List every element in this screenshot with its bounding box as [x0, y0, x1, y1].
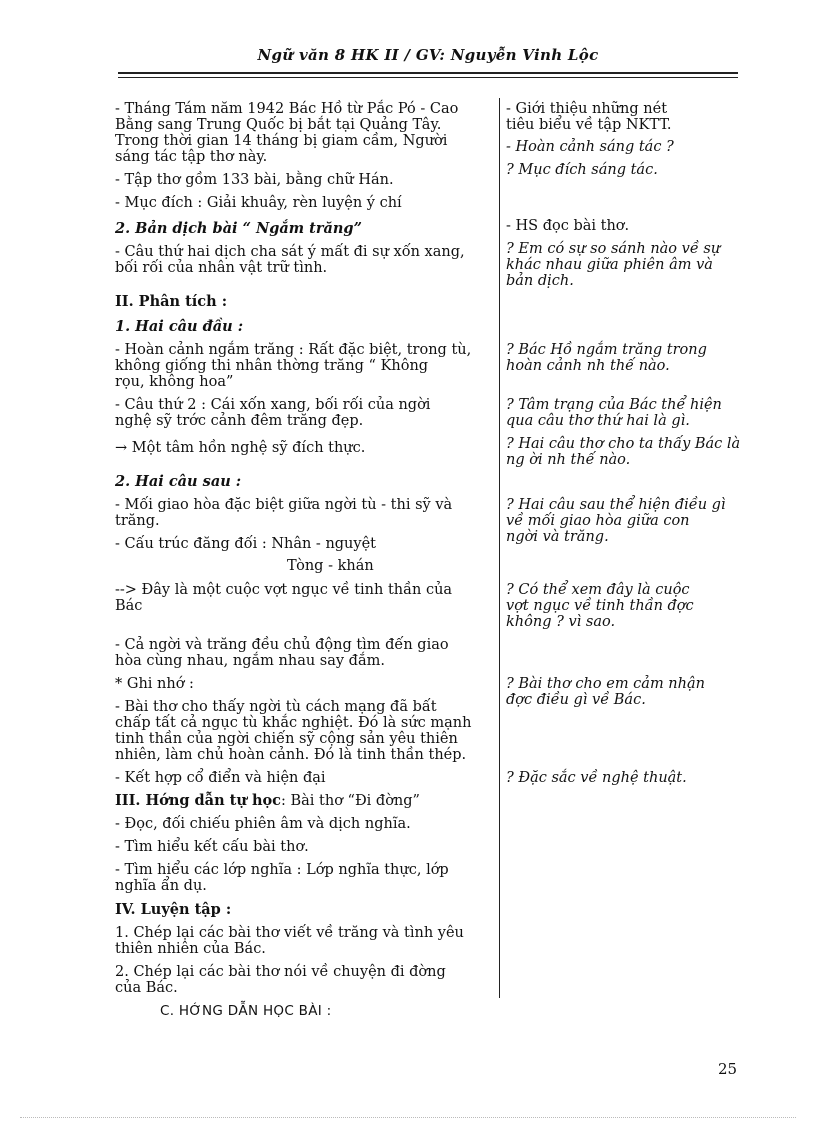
content-line: Bác — [115, 598, 143, 614]
content-line: không giống thi nhân thờng trăng “ Không — [115, 358, 429, 374]
section-heading-line — [115, 793, 420, 809]
content-line: - Kết hợp cổ điển và hiện đại — [115, 770, 326, 786]
content-line: sáng tác tập thơ này. — [115, 149, 268, 165]
content-line: - Tập thơ gồm 133 bài, bằng chữ Hán. — [115, 172, 394, 188]
question-line: hoàn cảnh nh thế nào. — [506, 358, 670, 374]
content-line: 2. Chép lại các bài thơ nói về chuyện đi đờng — [115, 964, 446, 980]
page-header: Ngữ văn 8 HK II / GV: Nguyễn Vinh Lộc — [257, 46, 599, 64]
content-line: tinh thần của ngời chiến sỹ cộng sản yêu thiên — [115, 731, 458, 747]
content-line: --> Đây là một cuộc vợt ngục về tinh thần của — [115, 582, 453, 598]
question-line: ? Bài thơ cho em cảm nhận — [506, 676, 705, 692]
header-rule-thin — [118, 77, 738, 78]
content-text: : Bài thơ “Đi đờng” — [281, 793, 420, 809]
activity-line: - HS đọc bài thơ. — [506, 218, 630, 234]
question-line: ? Mục đích sáng tác. — [506, 162, 658, 178]
question-line: về mối giao hòa giữa con — [506, 513, 690, 529]
question-line: bản dịch. — [506, 273, 574, 289]
content-line: - Tìm hiểu kết cấu bài thơ. — [115, 839, 309, 855]
subsection-heading: 1. Hai câu đầu : — [115, 318, 244, 335]
content-line: 1. Chép lại các bài thơ viết về trăng và tình yêu — [115, 925, 464, 941]
content-line: Bằng sang Trung Quốc bị bắt tại Quảng Tây. — [115, 117, 442, 133]
question-line: ng ời nh thế nào. — [506, 452, 631, 468]
content-line: - Câu thứ 2 : Cái xốn xang, bối rối của ngời — [115, 397, 431, 413]
content-line: trăng. — [115, 513, 160, 529]
content-line: chấp tất cả ngục tù khắc nghiệt. Đó là sức mạnh — [115, 715, 472, 731]
section-c-heading: C. HỚNG DẪN HỌC BÀI : — [160, 1003, 332, 1019]
content-line: hòa cùng nhau, ngắm nhau say đắm. — [115, 653, 385, 669]
content-line: của Bác. — [115, 980, 178, 996]
content-line: bối rối của nhân vật trữ tình. — [115, 260, 328, 276]
question-line: - Hoàn cảnh sáng tác ? — [506, 139, 674, 155]
section-heading: III. Hớng dẫn tự học — [115, 792, 281, 809]
content-line: - Tháng Tám năm 1942 Bác Hồ từ Pắc Pó - Cao — [115, 101, 459, 117]
question-line: ? Hai câu thơ cho ta thấy Bác là — [506, 436, 741, 452]
content-line: Trong thời gian 14 tháng bị giam cầm, Người — [115, 133, 448, 149]
subsection-heading: 2. Hai câu sau : — [115, 473, 242, 490]
content-line: rọu, không hoa” — [115, 374, 234, 390]
content-line: - Mối giao hòa đặc biệt giữa ngời tù - thi sỹ và — [115, 497, 453, 513]
question-line: ? Bác Hồ ngắm trăng trong — [506, 342, 707, 358]
content-line: - Tìm hiểu các lớp nghĩa : Lớp nghĩa thực, lớp — [115, 862, 449, 878]
activity-line: - Giới thiệu những nét — [506, 101, 668, 117]
content-line: - Câu thứ hai dịch cha sát ý mất đi sự xốn xang, — [115, 244, 465, 260]
question-line: qua câu thơ thứ hai là gì. — [506, 413, 690, 429]
activity-line: tiêu biểu về tập NKTT. — [506, 117, 672, 133]
content-line: nhiên, làm chủ hoàn cảnh. Đó là tinh thần thép. — [115, 747, 467, 763]
content-line: nghĩa ẩn dụ. — [115, 878, 207, 894]
question-line: ? Hai câu sau thể hiện điều gì — [506, 497, 726, 513]
content-line: - Cả ngời và trăng đều chủ động tìm đến giao — [115, 637, 449, 653]
subsection-heading: 2. Bản dịch bài “ Ngắm trăng” — [115, 220, 362, 237]
content-line: Tòng - khán — [287, 558, 374, 574]
content-line: thiên nhiên của Bác. — [115, 941, 266, 957]
question-line: ? Tâm trạng của Bác thể hiện — [506, 397, 722, 413]
content-line: - Bài thơ cho thấy ngời tù cách mạng đã bất — [115, 699, 437, 715]
content-line: nghệ sỹ trớc cảnh đêm trăng đẹp. — [115, 413, 364, 429]
content-line: - Đọc, đối chiếu phiên âm và dịch nghĩa. — [115, 816, 411, 832]
question-line: ? Em có sự so sánh nào về sự — [506, 241, 721, 257]
section-heading: II. Phân tích : — [115, 293, 228, 310]
page-edge-divider — [20, 1117, 796, 1118]
question-line: vợt ngục về tinh thần đợc — [506, 598, 694, 614]
question-line: ngời và trăng. — [506, 529, 609, 545]
question-line: ? Đặc sắc về nghệ thuật. — [506, 770, 687, 786]
content-line: → Một tâm hồn nghệ sỹ đích thực. — [115, 440, 366, 456]
question-line: không ? vì sao. — [506, 614, 616, 630]
question-line: khác nhau giữa phiên âm và — [506, 257, 713, 273]
content-line: * Ghi nhớ : — [115, 676, 194, 692]
question-line: đợc điều gì về Bác. — [506, 692, 646, 708]
column-divider — [499, 98, 500, 998]
page-number: 25 — [718, 1060, 738, 1078]
content-line: - Hoàn cảnh ngắm trăng : Rất đặc biệt, trong tù, — [115, 342, 472, 358]
content-line: - Mục đích : Giải khuây, rèn luyện ý chí — [115, 195, 402, 211]
header-rule-thick — [118, 72, 738, 74]
section-heading: IV. Luyện tập : — [115, 901, 232, 918]
content-line: - Cấu trúc đăng đối : Nhân - nguyệt — [115, 536, 376, 552]
question-line: ? Có thể xem đây là cuộc — [506, 582, 690, 598]
